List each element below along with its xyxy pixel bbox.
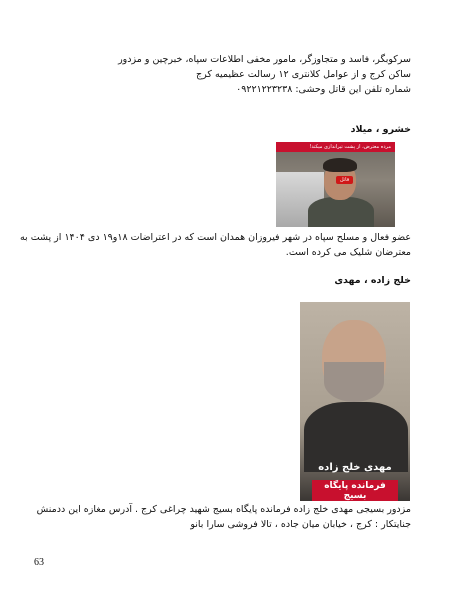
photo-banner: مرده معترض، از پشت تیراندازی میکند! xyxy=(276,142,395,152)
person-hair-shape xyxy=(323,158,357,172)
person1-heading: خشرو ، میلاد xyxy=(350,124,411,135)
intro-line-2: ساکن کرج و از عوامل کلانتری ۱۲ رسالت عظیمیه کرج xyxy=(196,69,411,80)
intro-line-1: سرکوبگر، فاسد و متجاوزگر، مامور مخفی اطلاعات سپاه، خبرچین و مزدور xyxy=(118,54,411,65)
person-body-shape xyxy=(308,197,374,227)
person2-photo xyxy=(300,302,410,501)
person2-desc-line-1: مزدور بسیجی مهدی خلج زاده فرمانده پایگاه بسیج شهید چراغی کرج . آدرس مغازه این ددمنش xyxy=(36,504,411,515)
person-beard-shape xyxy=(324,362,384,402)
photo-name-caption: مهدی خلج زاده xyxy=(318,462,392,473)
person1-desc-line-2: معترضان شلیک می کرده است. xyxy=(285,247,411,258)
person1-desc-line-1: عضو فعال و مسلح سپاه در شهر فیروزان همدان است که در اعتراضات ۱۸و۱۹ دی ۱۴۰۴ از پشت به xyxy=(19,232,411,243)
person2-heading: خلج زاده ، مهدی xyxy=(334,275,411,286)
person1-photo xyxy=(276,142,395,227)
person2-desc-line-2: جنایتکار : کرج ، خیابان میان جاده ، تالا فروشی سارا بانو xyxy=(190,519,411,530)
intro-line-3: شماره تلفن این قاتل وحشی: ۰۹۲۲۱۲۲۳۲۳۸ xyxy=(236,84,411,95)
photo-role-caption: فرمانده پایگاه بسیج xyxy=(312,480,398,501)
photo-tag: قاتل xyxy=(336,176,353,184)
page-number: 63 xyxy=(34,557,44,568)
